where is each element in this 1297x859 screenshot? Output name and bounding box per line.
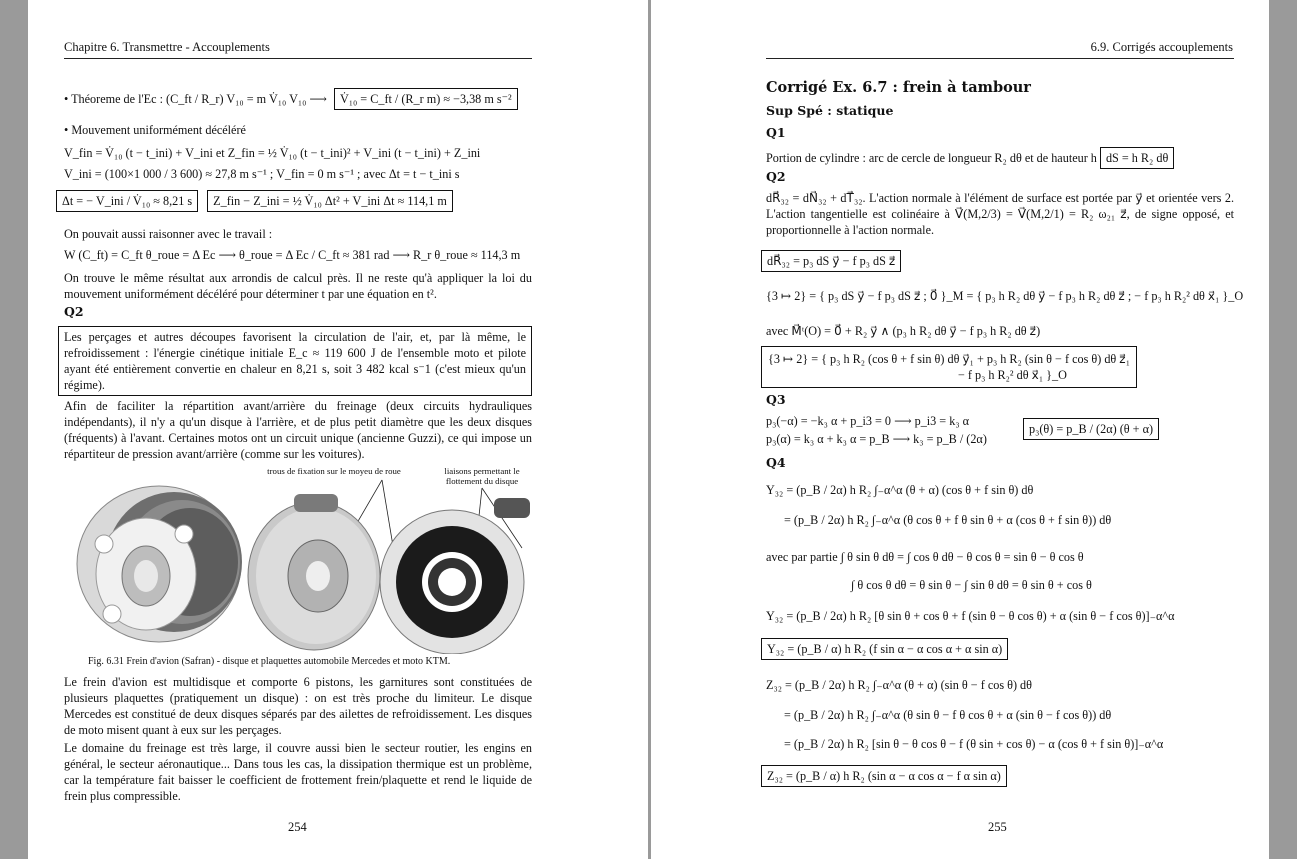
arrondis-paragraph: On trouve le même résultat aux arrondis de calcul près. Il ne reste qu'à appliquer la loi du mouvement uniformément décéléré pour déterminer t par une équation en t². [64,271,532,301]
left-q2-heading: Q2 [64,304,84,319]
q2-result-box: dR⃗₃₂ = p₃ dS y⃗ − f p₃ dS z⃗ [761,250,901,272]
left-header-rule [64,58,532,59]
figure-caption: Fig. 6.31 Frein d'avion (Safran) - disque et plaquettes automobile Mercedes et moto KTM. [88,656,451,667]
y32-line-2: = (p_B / 2α) h R₂ ∫₋α^α (θ cos θ + f θ sin θ + α (cos θ + f sin θ)) dθ [784,513,1112,527]
domaine-paragraph: Le domaine du freinage est très large, il couvre aussi bien le secteur routier, les engins en général, le secteur aéronautique... Dans tous les cas, la dissipation thermique est un problème, car la température fait baisser le coefficient de frottement frein/plaquette et rend le liquide de frein plus compressible. [64,741,532,803]
y32-result-box: Y₃₂ = (p_B / α) h R₂ (f sin α − α cos α + α sin α) [761,638,1008,660]
y32-line-1: Y₃₂ = (p_B / 2α) h R₂ ∫₋α^α (θ + α) (cos θ + f sin θ) dθ [766,483,1034,497]
right-page [651,0,1269,859]
exercise-subtitle: Sup Spé : statique [766,103,894,118]
y32-result [761,638,1008,660]
avion-paragraph: Le frein d'avion est multidisque et comporte 6 pistons, les garnitures sont constituées de plusieurs plaquettes (pratiquement un disque) : on est très proche du limiteur. Le disque Mercedes est constitué de deux disques séparés par des ailettes de refroidissement. Les disques de moto misent quant à eux sur les perçages. [64,675,532,737]
q4-heading: Q4 [766,455,786,470]
q2-heading: Q2 [766,169,786,184]
q3-line-2: p₃(α) = k₃ α + k₃ α = p_B ⟶ k₃ = p_B / (2α) [766,432,987,446]
y32-line-3: Y₃₂ = (p_B / 2α) h R₂ [θ sin θ + cos θ + f (sin θ − θ cos θ) + α (sin θ − f cos θ)]₋α^α [766,609,1175,623]
acceleration-result-box: V̇₁₀ = C_ft / (R_r m) ≈ −3,38 m s⁻² [334,88,518,110]
freinage-paragraph: Afin de faciliter la répartition avant/arrière du freinage (deux circuits hydrauliques indépendants), il n'y a qu'un disque à l'arrière, et de plus petit diamètre que les deux disques (fréquents) à l'avant. Certaines motos ont un circuit unique (ancienne Guzzi), ce qui impose un répartiteur de pression avant/arrière (comme sur les voitures). [64,399,532,461]
left-running-header: Chapitre 6. Transmettre - Accouplements [64,40,270,54]
right-header-rule [766,58,1234,59]
exercise-title: Corrigé Ex. 6.7 : frein à tambour [766,79,1031,96]
q2-answer-box: Les perçages et autres découpes favorisent la circulation de l'air, et, par là même, le refroidissement : l'énergie cinétique initiale E_c ≈ 119 600 J de l'ensemble moto et pilote ayant été entièrement convertie en chaleur en 8,21 s, soit 3 482 kcal s⁻1 (c'est mieux qu'un régime). [58,326,532,396]
travail-intro: On pouvait aussi raisonner avec le travail : [64,227,273,241]
q3-result-box: p₃(θ) = p_B / (2α) (θ + α) [1023,418,1159,440]
fixing-holes-label: trous de fixation sur le moyeu de roue [267,466,401,476]
q3-result [1023,418,1159,440]
z32-line-2: = (p_B / 2α) h R₂ ∫₋α^α (θ sin θ − f θ cos θ + α (sin θ − f cos θ)) dθ [784,708,1112,722]
z32-line-1: Z₃₂ = (p_B / 2α) h R₂ ∫₋α^α (θ + α) (sin θ − f cos θ) dθ [766,678,1032,692]
q3-heading: Q3 [766,392,786,407]
vini-equation: V_ini = (100×1 000 / 3 600) ≈ 27,8 m s⁻¹ ; V_fin = 0 m s⁻¹ ; avec Δt = t − t_ini s [64,167,460,181]
ipp-line-1: avec par partie ∫ θ sin θ dθ = ∫ cos θ dθ − θ cos θ = sin θ − θ cos θ [766,550,1084,564]
delta-t-box: Δt = − V_ini / V̇₁₀ ≈ 8,21 s [56,190,198,212]
z32-result-box: Z₃₂ = (p_B / α) h R₂ (sin α − α cos α − f α sin α) [761,765,1007,787]
right-page-number: 255 [988,820,1007,834]
distance-box: Z_fin − Z_ini = ½ V̇₁₀ Δt² + V_ini Δt ≈ 114,1 m [207,190,453,212]
z32-line-3: = (p_B / 2α) h R₂ [sin θ − θ cos θ − f (θ sin + cos θ) − α (cos θ + f sin θ)]₋α^α [784,737,1164,751]
q2-paragraph: dR⃗₃₂ = dN⃗₃₂ + dT⃗₃₂. L'action normale à l'élément de surface est portée par y⃗ et orientée vers 2. L'action tangentielle est colinéaire à V⃗(M,2/3) = V⃗(M,2/1) = R₂ ω₂₁ z⃗, de signe opposé, et proportionnelle à l'action normale. [766,191,1234,237]
q2-result [761,250,901,272]
q1-heading: Q1 [766,125,786,140]
torsor-elementary: {3 ↦ 2} = { p₃ dS y⃗ − f p₃ dS z⃗ ; 0⃗ }_M = { p₃ h R₂ dθ y⃗ − f p₃ h R₂ dθ z⃗ ; − f p₃ h R₂² dθ x⃗₁ }_O [766,289,1244,303]
torsor-result [761,346,1137,388]
moment-line: avec M⃗ᵗ(O) = 0⃗ + R₂ y⃗ ∧ (p₃ h R₂ dθ y⃗ − f p₃ h R₂ dθ z⃗) [766,324,1041,338]
q3-line-1: p₃(−α) = −k₃ α + p_i3 = 0 ⟶ p_i3 = k₃ α [766,414,970,428]
q1-result-box: dS = h R₂ dθ [1100,147,1174,169]
moto-disc-image [380,498,530,654]
delta-t-results [56,190,453,212]
theorem-ec-line: • Théoreme de l'Ec : (C_ft / R_r) V₁₀ = m V̇₁₀ V₁₀ ⟶ V̇₁₀ = C_ft / (R_r m) ≈ −3,38 m s⁻² [64,88,518,110]
floating-links-label: liaisons permettant le flottement du disque [444,466,520,486]
left-page [28,0,648,859]
left-page-number: 254 [288,820,307,834]
airplane-brake-image [77,486,242,642]
ipp-line-2: ∫ θ cos θ dθ = θ sin θ − ∫ sin θ dθ = θ sin θ + cos θ [851,578,1092,592]
travail-equation: W (C_ft) = C_ft θ_roue = Δ Ec ⟶ θ_roue = Δ Ec / C_ft ≈ 381 rad ⟶ R_r θ_roue ≈ 114,3 m [64,248,521,262]
torsor-result-box: {3 ↦ 2} = { p₃ h R₂ (cos θ + f sin θ) dθ y⃗₁ + p₃ h R₂ (sin θ − f cos θ) dθ z⃗₁ − f p₃ h R₂² dθ x⃗₁ }_O [761,346,1137,388]
mouvement-heading: • Mouvement uniformément décéléré [64,123,246,137]
right-running-header: 6.9. Corrigés accouplements [1090,40,1233,54]
brake-figure [64,464,534,654]
z32-result [761,765,1007,787]
vfin-equation: V_fin = V̇₁₀ (t − t_ini) + V_ini et Z_fin = ½ V̇₁₀ (t − t_ini)² + V_ini (t − t_ini) + Z_ini [64,146,481,160]
brake-illustration [64,464,534,654]
q1-line: Portion de cylindre : arc de cercle de longueur R₂ dθ et de hauteur h dS = h R₂ dθ [766,147,1174,169]
